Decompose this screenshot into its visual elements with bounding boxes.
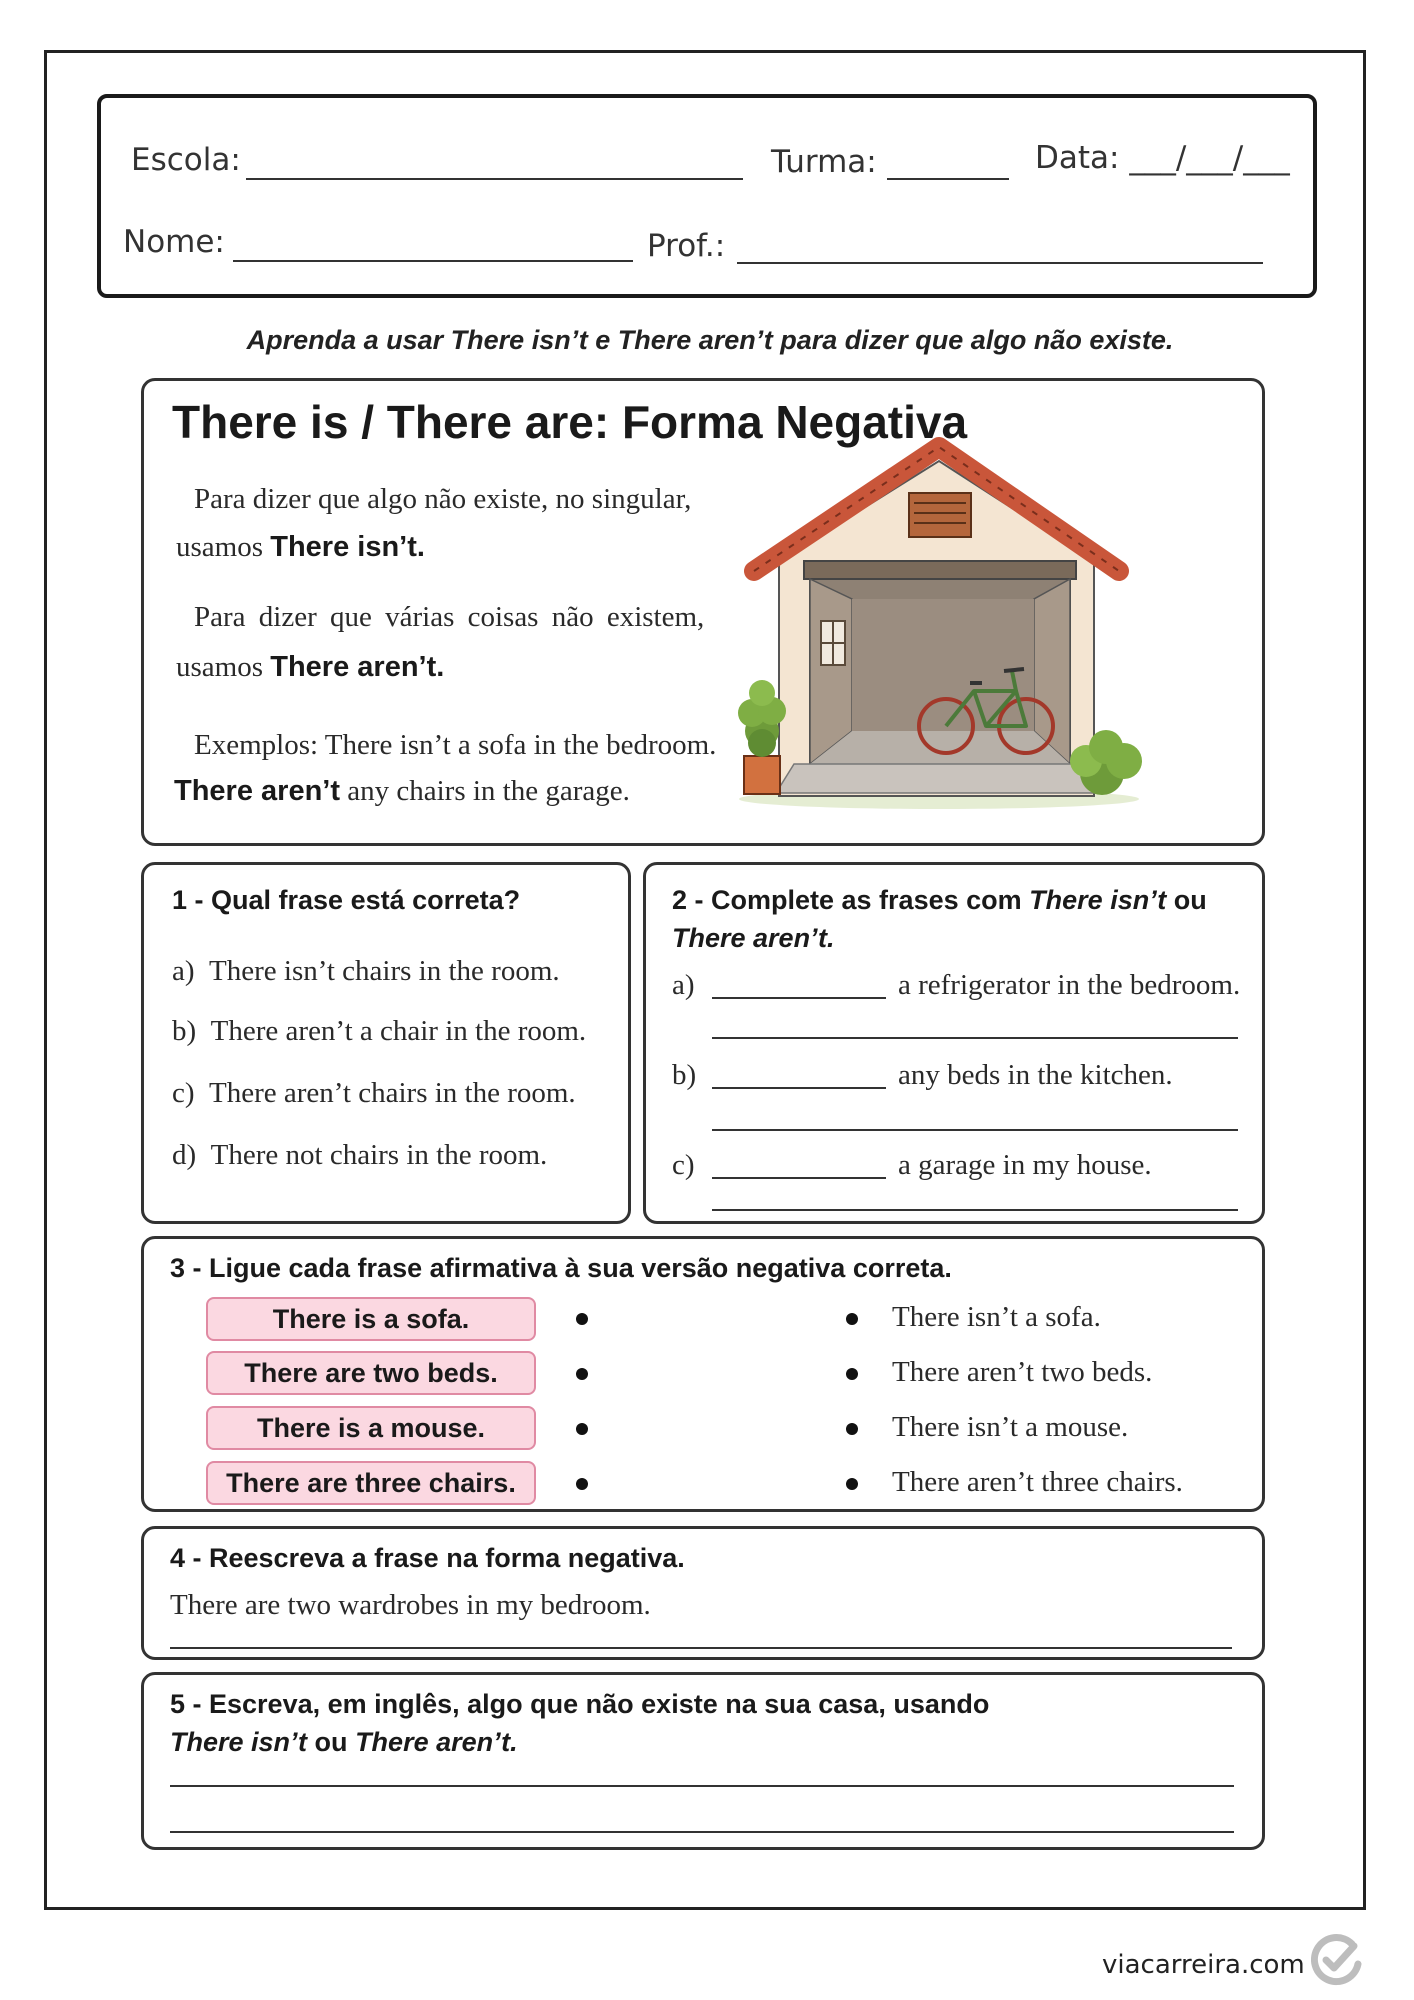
question-2-title-line1: 2 - Complete as frases com There isn’t ou: [672, 885, 1207, 915]
question-1-title: 1 - Qual frase está correta?: [172, 885, 521, 915]
class-label: Turma:: [771, 144, 877, 180]
teacher-field[interactable]: [737, 262, 1263, 264]
question-3-title: 3 - Ligue cada frase afirmativa à sua versão negativa correta.: [170, 1253, 952, 1283]
teacher-label: Prof.:: [647, 228, 726, 264]
page-title: There is / There are: Forma Negativa: [172, 396, 968, 448]
garage-illustration: [734, 421, 1144, 821]
question-4-title: 4 - Reescreva a frase na forma negativa.: [170, 1543, 685, 1573]
q1-option-d[interactable]: d) There not chairs in the room.: [172, 1139, 548, 1171]
q2-blank-c[interactable]: [712, 1177, 886, 1179]
q3-left-dot-3[interactable]: [576, 1423, 588, 1435]
q2-answer-line-a[interactable]: [712, 1037, 1238, 1039]
q3-left-dot-1[interactable]: [576, 1313, 588, 1325]
intro-text: Aprenda a usar There isn’t e There aren’t para dizer que algo não existe.: [246, 325, 1174, 355]
q2-text-a: a refrigerator in the bedroom.: [898, 969, 1241, 1001]
q3-left-dot-2[interactable]: [576, 1368, 588, 1380]
q2-answer-line-c[interactable]: [712, 1209, 1238, 1211]
q3-right-dot-3[interactable]: [846, 1423, 858, 1435]
q1-option-b[interactable]: b) There aren’t a chair in the room.: [172, 1015, 587, 1047]
question-3-box: [141, 1236, 1265, 1512]
q3-right-dot-1[interactable]: [846, 1313, 858, 1325]
q1-option-c[interactable]: c) There aren’t chairs in the room.: [172, 1077, 576, 1109]
q3-affirmative-4: There are three chairs.: [206, 1461, 536, 1505]
q5-answer-line-2[interactable]: [170, 1831, 1234, 1833]
q2-blank-a[interactable]: [712, 997, 886, 999]
class-field[interactable]: [887, 178, 1009, 180]
q3-left-dot-4[interactable]: [576, 1478, 588, 1490]
q3-negative-4: There aren’t three chairs.: [892, 1466, 1183, 1498]
question-5-box: [141, 1672, 1265, 1850]
question-2-title-line2: There aren’t.: [672, 923, 835, 953]
date-field[interactable]: Data: ___/___/___: [1035, 140, 1290, 176]
q5-answer-line-1[interactable]: [170, 1785, 1234, 1787]
q3-negative-1: There isn’t a sofa.: [892, 1301, 1101, 1333]
question-5-title-line2: There isn’t ou There aren’t.: [170, 1727, 518, 1757]
name-field[interactable]: [233, 260, 633, 262]
footer-site: viacarreira.com: [1102, 1950, 1305, 1980]
q2-answer-line-b[interactable]: [712, 1129, 1238, 1131]
check-circle-icon: [1306, 1930, 1366, 1990]
student-info-header: [97, 94, 1317, 298]
example-line2: There aren’t any chairs in the garage.: [174, 775, 630, 807]
q3-right-dot-4[interactable]: [846, 1478, 858, 1490]
q3-negative-3: There isn’t a mouse.: [892, 1411, 1129, 1443]
q4-answer-line[interactable]: [170, 1647, 1232, 1649]
question-1-box: [141, 862, 631, 1224]
school-field[interactable]: [246, 178, 743, 180]
example-line1: Exemplos: There isn’t a sofa in the bedroom.: [194, 729, 717, 761]
explanation-box: [141, 378, 1265, 846]
q2-text-b: any beds in the kitchen.: [898, 1059, 1173, 1091]
q2-letter-b: b): [672, 1059, 697, 1091]
q3-affirmative-1: There is a sofa.: [206, 1297, 536, 1341]
rule-singular-line2: usamos There isn’t.: [176, 531, 425, 563]
rule-plural-line2: usamos There aren’t.: [176, 651, 445, 683]
q3-right-dot-2[interactable]: [846, 1368, 858, 1380]
question-5-title-line1: 5 - Escreva, em inglês, algo que não existe na sua casa, usando: [170, 1689, 990, 1719]
q2-text-c: a garage in my house.: [898, 1149, 1152, 1181]
rule-singular-line1: Para dizer que algo não existe, no singular,: [194, 483, 692, 515]
q2-letter-a: a): [672, 969, 695, 1001]
q3-negative-2: There aren’t two beds.: [892, 1356, 1153, 1388]
name-label: Nome:: [123, 224, 225, 260]
rule-plural-line1: Para dizer que várias coisas não existem,: [194, 601, 705, 633]
q2-blank-b[interactable]: [712, 1087, 886, 1089]
question-4-box: [141, 1526, 1265, 1660]
q3-affirmative-3: There is a mouse.: [206, 1406, 536, 1450]
q3-affirmative-2: There are two beds.: [206, 1351, 536, 1395]
q2-letter-c: c): [672, 1149, 695, 1181]
school-label: Escola:: [131, 142, 241, 178]
q1-option-a[interactable]: a) There isn’t chairs in the room.: [172, 955, 560, 987]
question-2-box: [643, 862, 1265, 1224]
q4-sentence: There are two wardrobes in my bedroom.: [170, 1589, 651, 1621]
